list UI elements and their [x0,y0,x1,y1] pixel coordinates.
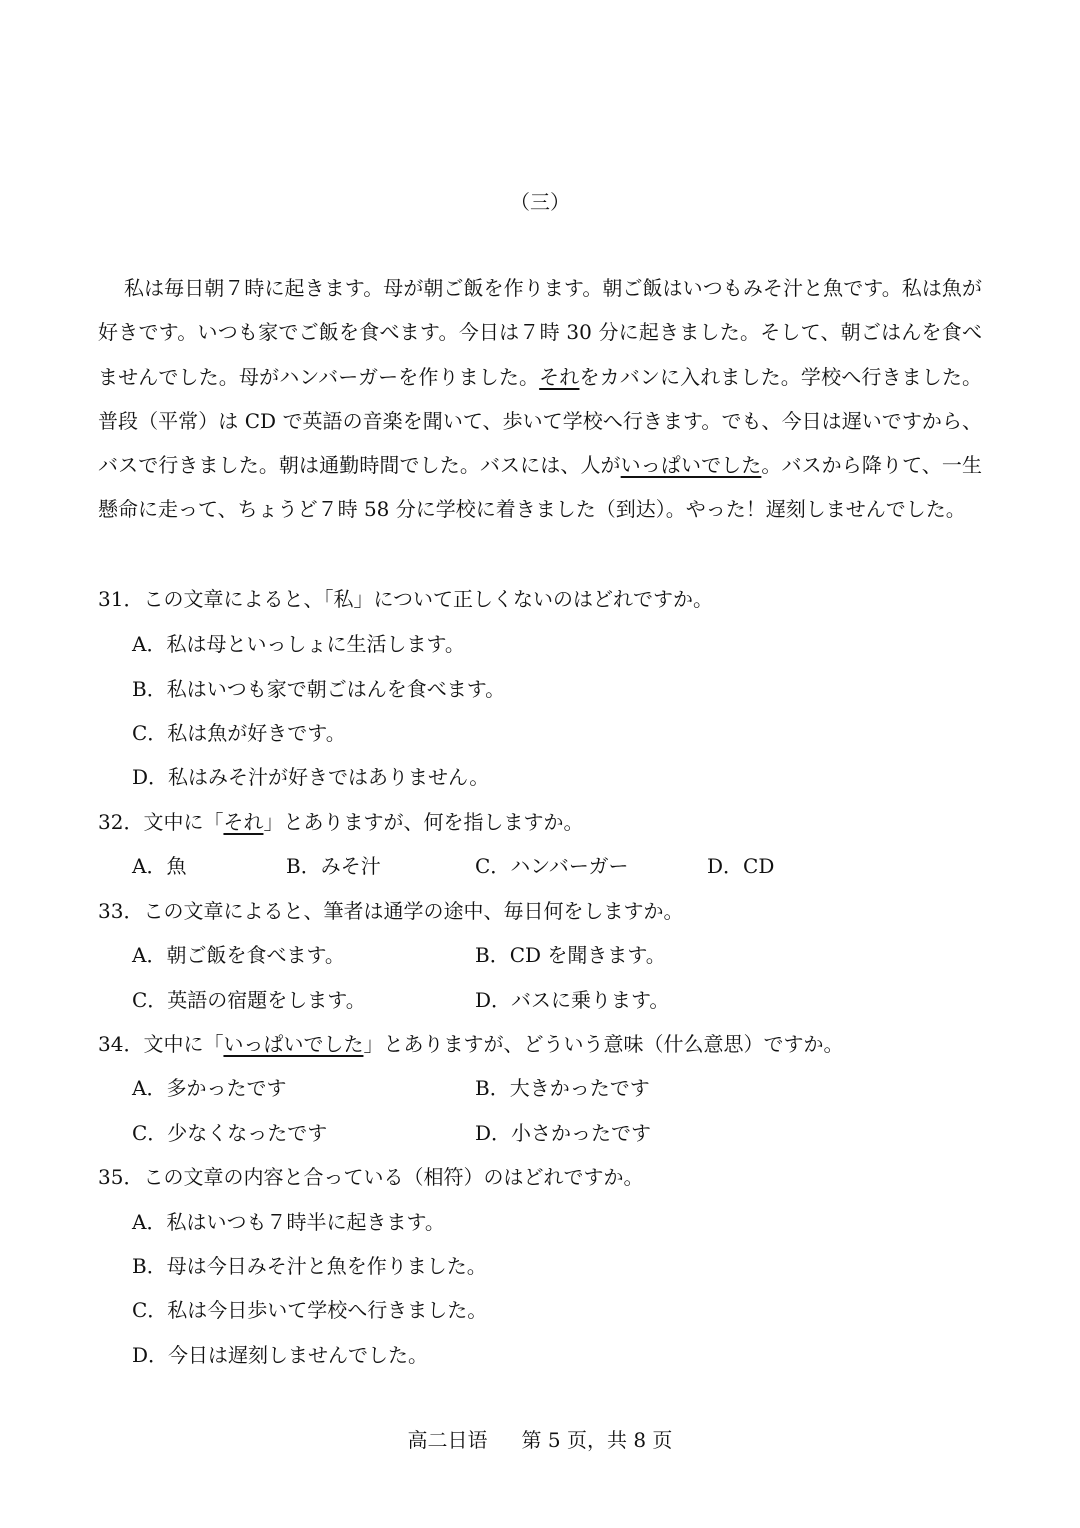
question-34-underlined: いっぱいでした [223,1032,364,1056]
question-31-stem: 31．この文章によると、「私」について正しくないのはどれですか。 [98,587,714,611]
question-34-stem-pre: 34．文中に「 [98,1032,224,1056]
question-32-option-c: C．ハンバーガー [475,854,629,878]
passage-text-1: 私は毎日朝７時に起きます。母が朝ご飯を作ります。朝ご飯はいつもみそ汁と魚です。私は魚が好きです。いつも家でご飯を食べます。今日は７時 30 分に起きました。そして、朝ごはんを食べませんでした。母がハンバーガーを作りました。 [98,276,982,389]
footer-subject: 高二日语 [407,1428,488,1452]
question-34-option-b: B．大きかったです [475,1076,650,1100]
passage-paragraph [98,266,982,532]
question-32-stem-post: 」とありますが、何を指しますか。 [263,810,584,834]
section-title: （三） [510,190,570,214]
question-32-option-d: D．CD [707,854,775,878]
question-32-underlined: それ [223,810,264,834]
underlined-sore: それ [539,364,580,389]
question-33-stem: 33．この文章によると、筆者は通学の途中、毎日何をしますか。 [98,899,684,923]
question-33-option-d: D．バスに乗ります。 [475,988,670,1012]
question-35-option-d: D．今日は遅刻しませんでした。 [132,1343,429,1367]
question-34-option-d: D．小さかったです [475,1121,652,1145]
question-31-option-b: B．私はいつも家で朝ごはんを食べます。 [132,677,506,701]
question-35-option-b: B．母は今日みそ汁と魚を作りました。 [132,1254,487,1278]
question-31-option-c: C．私は魚が好きです。 [132,721,346,745]
footer-page-number: 第 5 页，共 8 页 [521,1428,673,1452]
question-32-stem [98,806,982,835]
question-33-option-b: B．CD を聞きます。 [475,943,666,967]
question-35-option-a: A．私はいつも７時半に起きます。 [132,1210,445,1234]
question-33-option-a: A．朝ご飯を食べます。 [132,943,345,967]
reading-passage [98,266,982,532]
question-31-option-a: A．私は母といっしょに生活します。 [132,632,465,656]
question-31-option-d: D．私はみそ汁が好きではありません。 [132,765,490,789]
passage-text-3: 。バスから降りて、一生懸命に走って、ちょうど７時 58 分に学校に着きました（到达）。やった！遅刻しませんでした。 [98,453,982,522]
question-35-option-c: C．私は今日歩いて学校へ行きました。 [132,1298,488,1322]
question-32-option-a: A．魚 [132,854,187,878]
question-32-stem-pre: 32．文中に「 [98,810,224,834]
question-32-option-b: B．みそ汁 [286,854,381,878]
underlined-ippai-deshita: いっぱいでした [620,453,762,478]
question-34-option-c: C．少なくなったです [132,1121,328,1145]
question-34-stem [98,1028,982,1057]
question-34-option-a: A．多かったです [132,1076,287,1100]
question-34-stem-post: 」とありますが、どういう意味（什么意思）ですか。 [363,1032,844,1056]
question-35-stem: 35．この文章の内容と合っている（相符）のはどれですか。 [98,1165,644,1189]
question-33-option-c: C．英語の宿題をします。 [132,988,366,1012]
page-footer [0,1424,1080,1453]
passage-text-2: をカバンに入れました。学校へ行きました。普段（平常）は CD で英語の音楽を聞いて、歩いて学校へ行きます。でも、今日は遅いですから、バスで行きました。朝は通勤時間でした。バスには、人が [98,364,983,478]
